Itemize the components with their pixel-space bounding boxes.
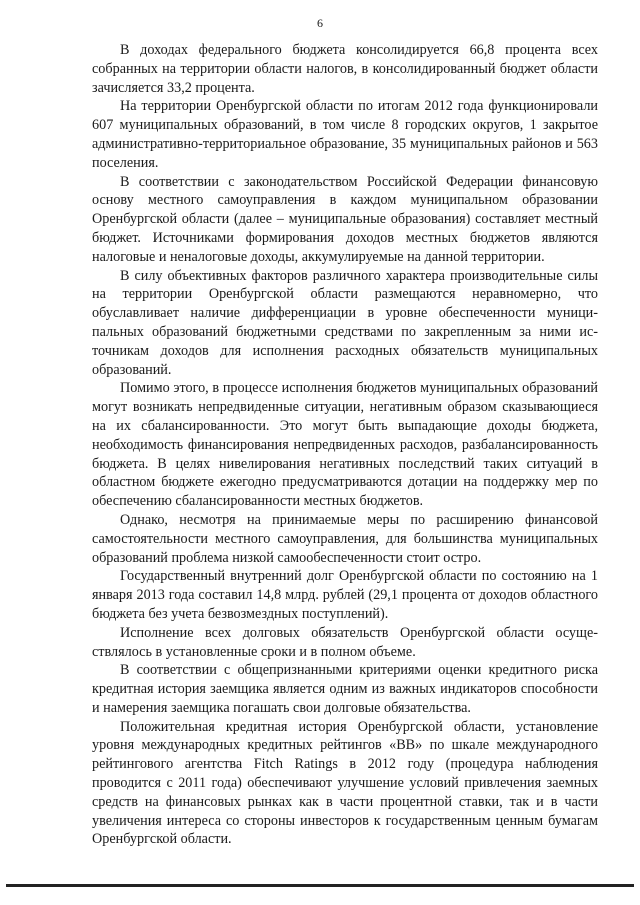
paragraph-self-sufficiency: Однако, несмотря на принимаемые меры по расширению финансовой самостоятельности местного самоуправления, для большинства муниципальных образований проблема низкой самообеспеченности стоит остро. bbox=[92, 511, 598, 566]
paragraph-unforeseen-situations: Помимо этого, в процессе исполнения бюджетов муниципальных образований могут возникать непредвиденные ситуации, негативным образом сказывающиеся на их сбалансированности. Это могут быть выпадающие доходы бюджета, необходимость финансирования непредвиденных расходов, разбалансированность бюджета. В целях нивелирования негативных последствий таких ситуаций в областном бюджете ежегодно предусматриваются дотации на поддержку мер по обеспечению сбалансированности местных бюджетов. bbox=[92, 380, 598, 510]
paragraph-municipal-units: На территории Оренбургской области по итогам 2012 года функционировали 607 муниципальных образований, в том числе 8 городских округов, 1 закрытое административно-территориальное образование, 35 муниципальных районов и 563 поселения. bbox=[92, 98, 598, 171]
paragraph-local-budget-basis: В соответствии с законодательством Российской Федерации финансовую основу местного самоуправления в каждом муниципальном образовании Оренбургской области (далее – муниципальные образования) составляет местный бюджет. Источниками формирования доходов местных бюджетов являются налоговые и неналоговые доходы, аккумулируемые на данной территории. bbox=[92, 173, 598, 265]
paragraph-credit-risk: В соответствии с общепризнанными критериями оценки кредитного риска кредитная история заемщика является одним из важных индикаторов способности и намерения заемщика погашать свои долговые обязательства. bbox=[92, 662, 598, 716]
paragraph-state-debt: Государственный внутренний долг Оренбургской области по состоянию на 1 января 2013 года составил 14,8 млрд. рублей (29,1 процента от доходов областного бюджета без учета безвозмездных поступлений). bbox=[92, 568, 598, 622]
paragraph-federal-budget: В доходах федерального бюджета консолидируется 66,8 процента всех собранных на территории области налогов, в консолидированный бюджет области зачисляется 33,2 процента. bbox=[92, 42, 598, 96]
document-body bbox=[92, 41, 598, 849]
footer-rule bbox=[6, 884, 634, 887]
page-number: 6 bbox=[317, 16, 323, 30]
paragraph-differentiation: В силу объективных факторов различного характера производительные силы на территории Оренбургской области размещаются неравномерно, что обуславливает наличие дифференциации в уровне обеспеченности муниципальных образований бюджетными средствами по закрепленным за ними источникам доходов для исполнения расходных обязательств муниципальных образований. bbox=[92, 267, 598, 378]
paragraph-debt-obligations: Исполнение всех долговых обязательств Оренбургской области осуществлялось в установленные сроки и в полном объеме. bbox=[92, 624, 598, 660]
paragraph-credit-history: Положительная кредитная история Оренбургской области, установление уровня международных кредитных рейтингов «BB» по шкале международного рейтингового агентства Fitch Ratings в 2012 году (процедура наблюдения проводится с 2011 года) обеспечивают улучшение условий привлечения заемных средств на финансовых рынках как в части процентной ставки, так и в части увеличения интереса со стороны инвесторов к государственным ценным бумагам Оренбургской области. bbox=[92, 718, 598, 848]
